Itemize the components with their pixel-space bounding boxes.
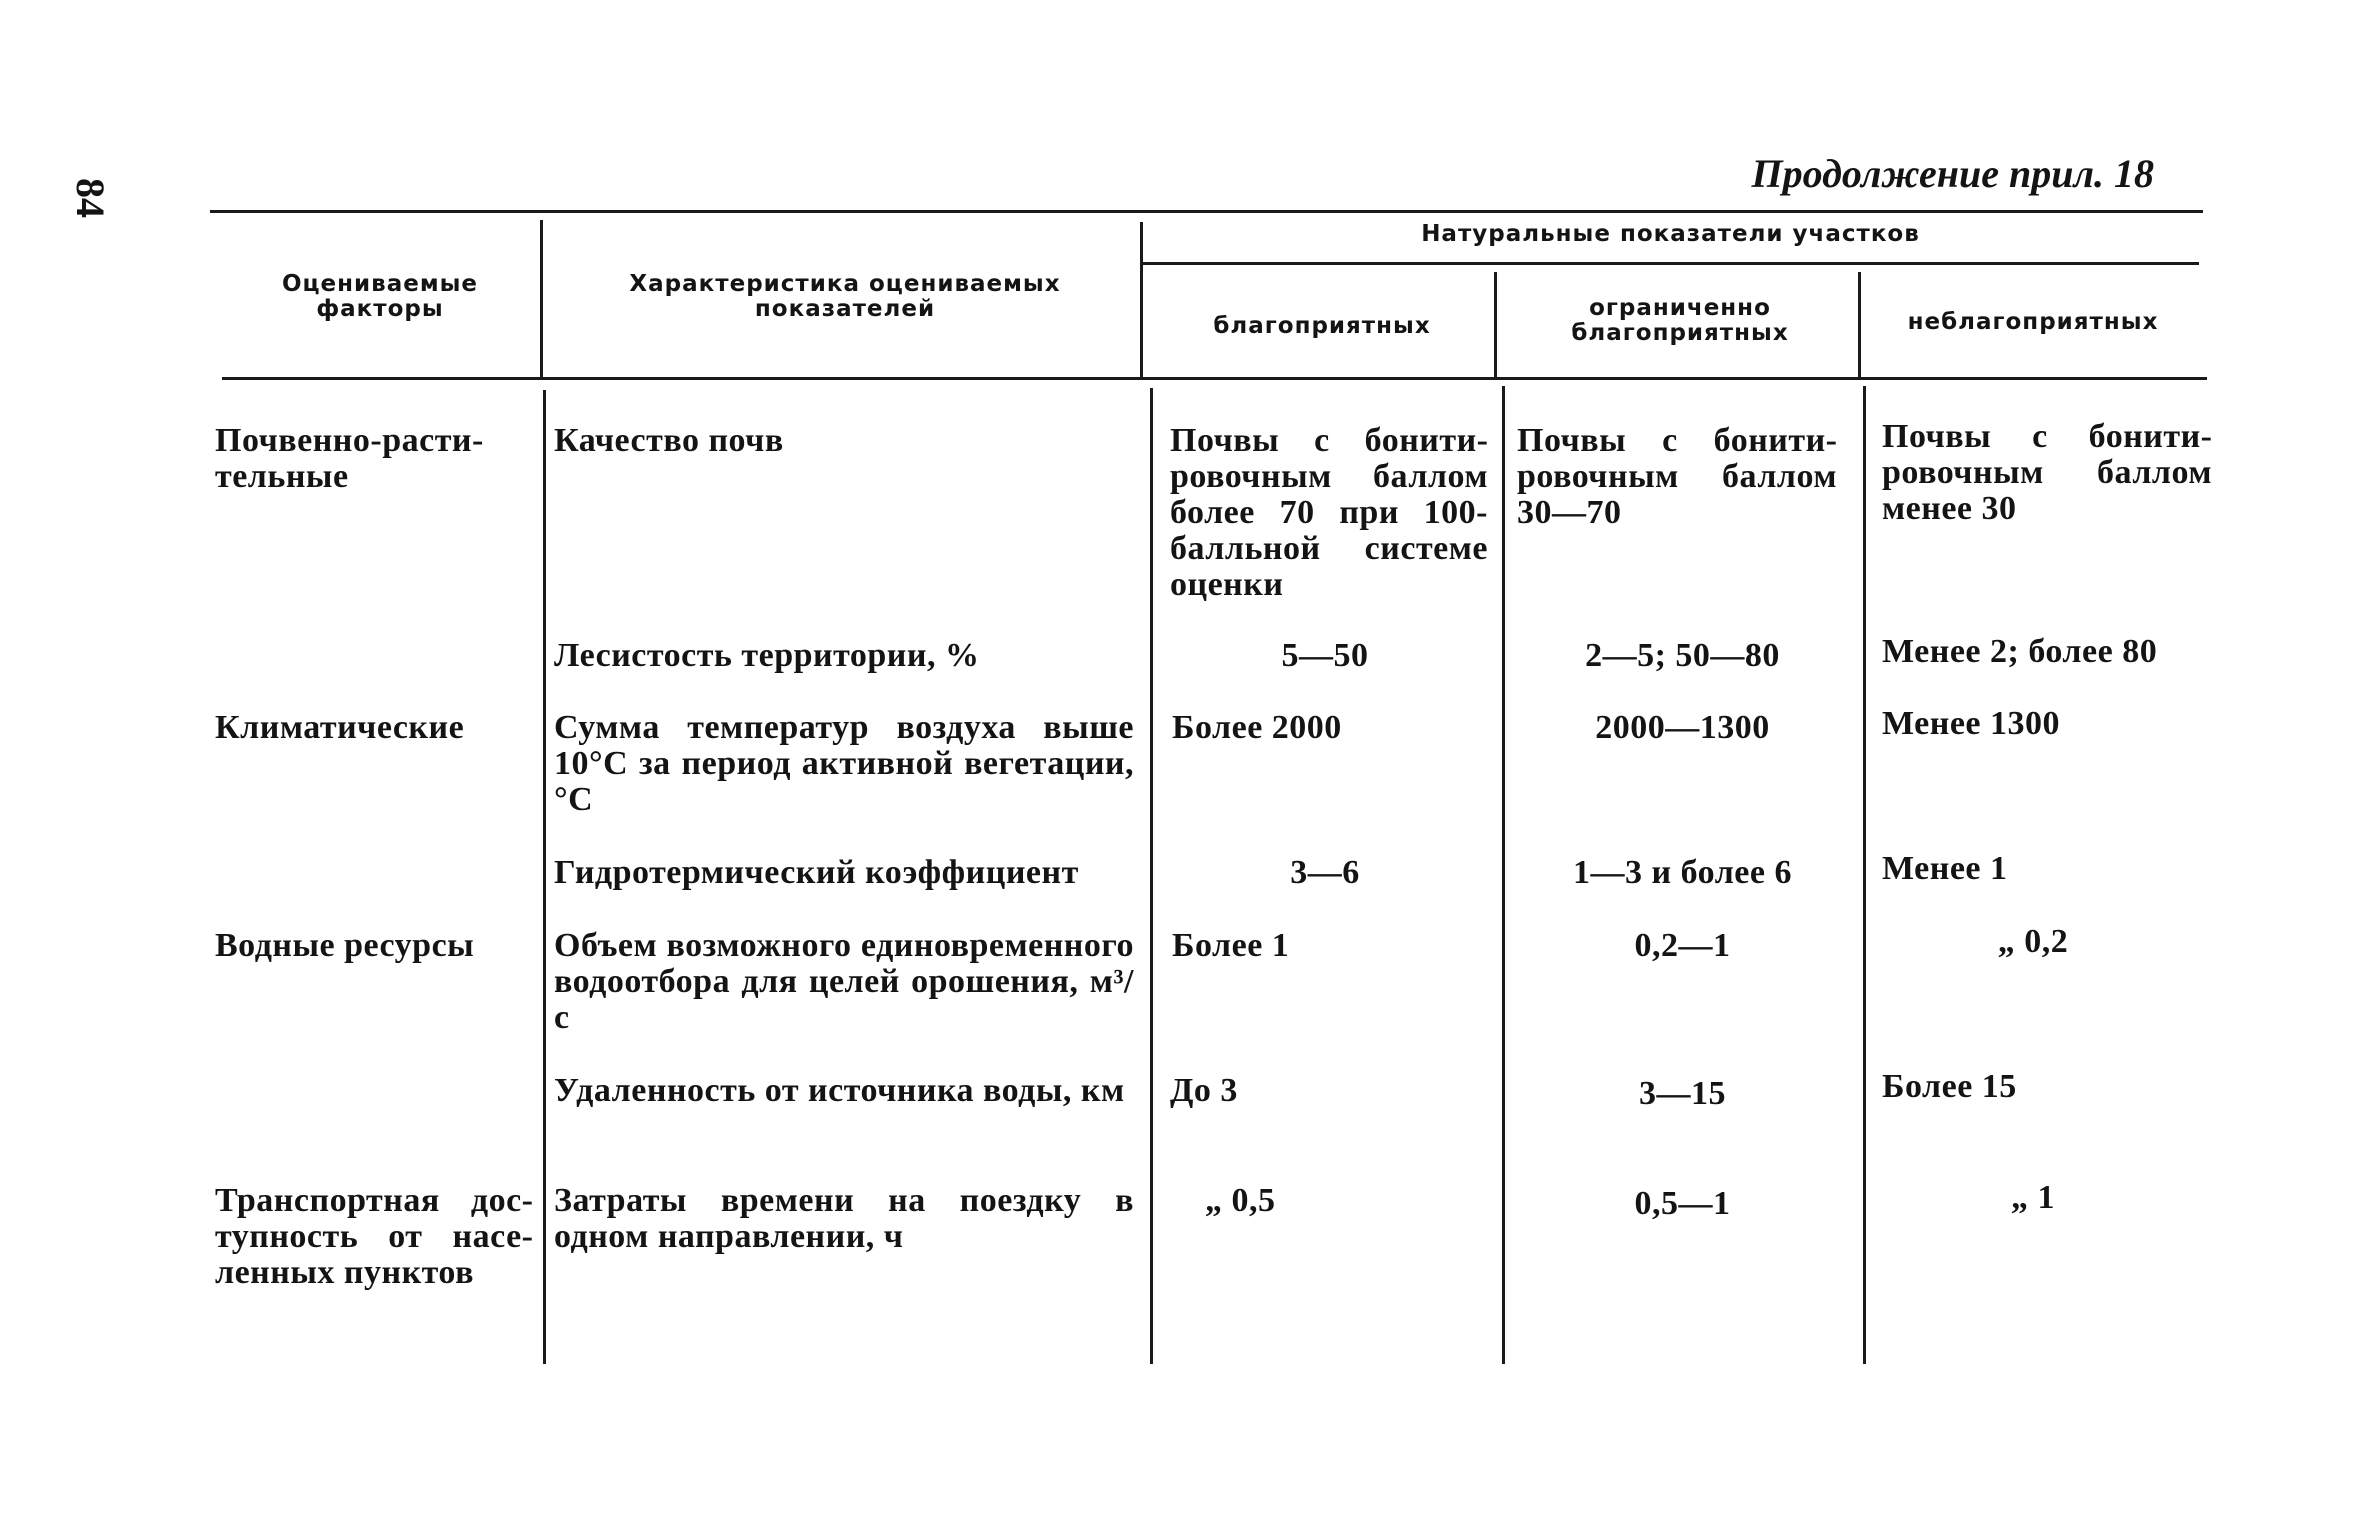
row-4-characteristic: Объем возможного единовременного водоотбора для целей орошения, м³/с <box>554 927 1134 1036</box>
row-5-characteristic: Удаленность от источника воды, км <box>554 1072 1125 1109</box>
header-unfavorable: неблагоприятных <box>1907 309 2159 335</box>
header-natural-indicators: Натуральные показатели участков <box>1421 221 1920 247</box>
row-0-unfavorable: Почвы с бонитировочным баллом менее 30 <box>1882 418 2212 527</box>
header-divider-3 <box>1494 272 1497 378</box>
header-favorable: благоприятных <box>1213 313 1431 339</box>
row-5-unfavorable: Более 15 <box>1882 1068 2017 1105</box>
row-3-limited: 1—3 и более 6 <box>1573 854 1792 891</box>
body-divider-2 <box>1150 388 1153 1364</box>
row-1-unfavorable: Менее 2; более 80 <box>1882 633 2158 670</box>
row-1-favorable: 5—50 <box>1281 637 1369 674</box>
row-6-favorable: „ 0,5 <box>1205 1182 1276 1219</box>
row-4-factor: Водные ресурсы <box>215 927 475 964</box>
body-divider-4 <box>1863 386 1866 1364</box>
row-0-factor: Почвенно-растительные <box>215 422 484 495</box>
header-divider-4 <box>1858 272 1861 378</box>
continuation-label: Продолжение прил. 18 <box>1751 151 2154 196</box>
header-characteristics: Характеристика оцениваемых показателей <box>629 271 1061 322</box>
row-0-characteristic: Качество почв <box>554 422 784 459</box>
header-limited: ограниченно благоприятных <box>1571 295 1789 346</box>
row-3-favorable: 3—6 <box>1290 854 1360 891</box>
table-top-rule <box>210 210 2203 213</box>
row-6-characteristic: Затраты времени на поездку в одном направлении, ч <box>554 1182 1134 1255</box>
row-3-characteristic: Гидротермический коэффициент <box>554 854 1079 891</box>
row-0-limited: Почвы с бонитировочным баллом 30—70 <box>1517 422 1837 531</box>
row-2-factor: Климатические <box>215 709 465 746</box>
row-6-unfavorable: „ 1 <box>2011 1179 2055 1216</box>
row-3-unfavorable: Менее 1 <box>1882 850 2008 887</box>
row-5-favorable: До 3 <box>1170 1072 1238 1109</box>
row-6-factor: Транспортная доступность от населенных пунктов <box>215 1182 533 1291</box>
body-divider-1 <box>543 390 546 1364</box>
row-4-favorable: Более 1 <box>1172 927 1290 964</box>
natural-indicators-rule <box>1142 262 2199 265</box>
header-bottom-rule <box>222 377 2207 380</box>
row-0-favorable: Почвы с бонитировочным баллом более 70 при 100-балльной системе оценки <box>1170 422 1488 603</box>
row-2-limited: 2000—1300 <box>1595 709 1770 746</box>
header-divider-1 <box>540 220 543 378</box>
page-number: 84 <box>68 178 113 218</box>
row-5-limited: 3—15 <box>1639 1075 1726 1112</box>
row-2-characteristic: Сумма температур воздуха выше 10°С за период активной вегетации, °С <box>554 709 1134 818</box>
row-2-favorable: Более 2000 <box>1172 709 1342 746</box>
row-1-characteristic: Лесистость территории, % <box>554 637 980 674</box>
row-1-limited: 2—5; 50—80 <box>1585 637 1780 674</box>
row-4-limited: 0,2—1 <box>1634 927 1731 964</box>
row-4-unfavorable: „ 0,2 <box>1997 923 2069 960</box>
row-2-unfavorable: Менее 1300 <box>1882 705 2061 742</box>
header-factors: Оцениваемые факторы <box>281 271 479 322</box>
row-6-limited: 0,5—1 <box>1634 1185 1731 1222</box>
